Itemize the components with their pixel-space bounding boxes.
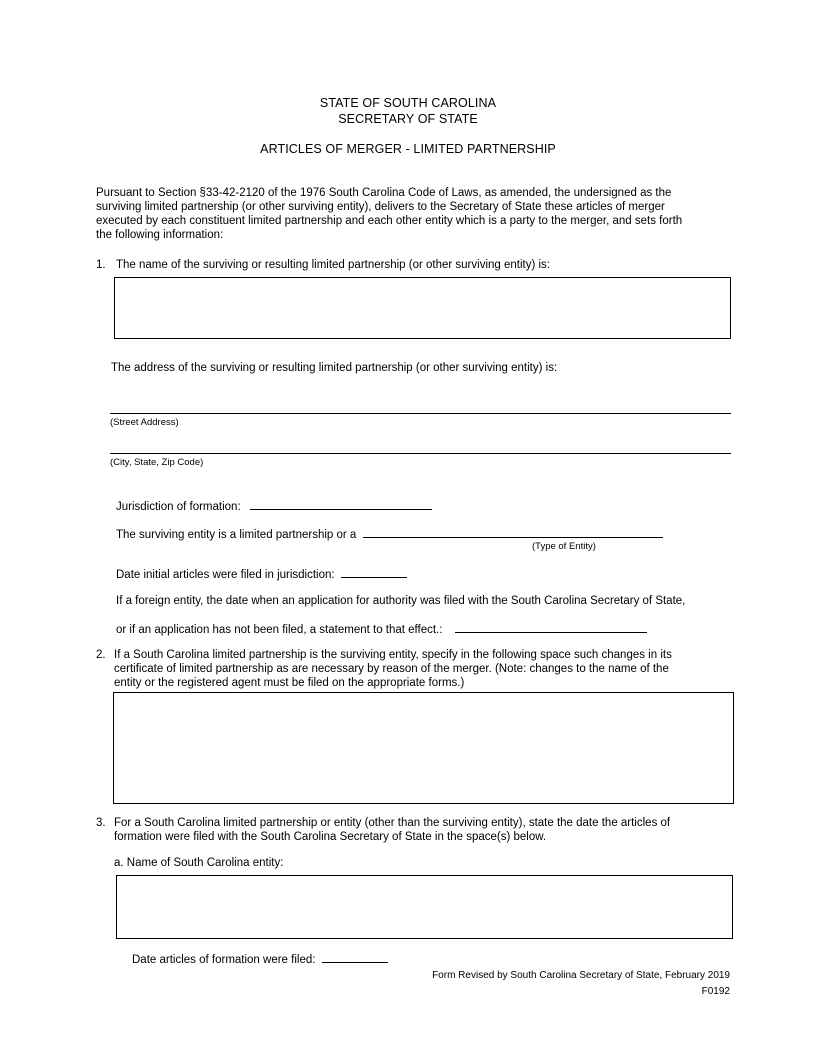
section2-line: entity or the registered agent must be filed on the appropriate forms.) <box>114 677 465 689</box>
section2-line: If a South Carolina limited partnership is the surviving entity, specify in the following space such changes in its <box>114 649 672 661</box>
section2-text <box>114 648 672 690</box>
city-state-zip-field[interactable] <box>110 453 731 454</box>
street-address-label: (Street Address) <box>110 417 179 428</box>
jurisdiction-row <box>116 499 432 514</box>
intro-paragraph <box>96 186 682 242</box>
sc-entity-name-label: a. Name of South Carolina entity: <box>114 857 284 869</box>
city-state-zip-label: (City, State, Zip Code) <box>110 457 204 468</box>
entity-type-label: The surviving entity is a limited partnership or a <box>116 529 357 541</box>
merger-changes-field[interactable] <box>113 692 734 804</box>
state-heading: STATE OF SOUTH CAROLINA <box>319 96 497 110</box>
surviving-name-field[interactable] <box>114 277 731 339</box>
statement-field[interactable] <box>455 622 647 633</box>
section3-text <box>114 816 670 844</box>
formation-date-row <box>132 952 388 967</box>
entity-type-caption: (Type of Entity) <box>532 541 596 552</box>
date-filed-field[interactable] <box>341 567 407 578</box>
statement-label: or if an application has not been filed, a statement to that effect.: <box>116 624 443 636</box>
form-revised-note: Form Revised by South Carolina Secretary of State, February 2019 <box>432 970 730 981</box>
form-number: F0192 <box>701 986 730 997</box>
section2-line: certificate of limited partnership as are necessary by reason of the merger. (Note: changes to the name of the <box>114 663 669 675</box>
intro-line: Pursuant to Section §33-42-2120 of the 1976 South Carolina Code of Laws, as amended, the undersigned as the <box>96 187 672 199</box>
formation-date-label: Date articles of formation were filed: <box>132 954 316 966</box>
sc-entity-name-field[interactable] <box>116 875 733 939</box>
office-heading: SECRETARY OF STATE <box>338 112 478 126</box>
section3-line: formation were filed with the South Carolina Secretary of State in the space(s) below. <box>114 831 547 843</box>
date-filed-label: Date initial articles were filed in jurisdiction: <box>116 569 335 581</box>
form-title: ARTICLES OF MERGER - LIMITED PARTNERSHIP <box>260 142 556 156</box>
jurisdiction-field[interactable] <box>250 499 432 510</box>
formation-date-field[interactable] <box>322 952 388 963</box>
address-prompt: The address of the surviving or resulting limited partnership (or other surviving entity) is: <box>111 362 558 374</box>
intro-line: surviving limited partnership (or other surviving entity), delivers to the Secretary of State these articles of merger <box>96 201 665 213</box>
entity-type-field[interactable] <box>363 527 663 538</box>
section3-line: For a South Carolina limited partnership or entity (other than the surviving entity), state the date the articles of <box>114 817 671 829</box>
date-filed-row <box>116 567 407 582</box>
entity-type-row <box>116 527 663 542</box>
section3-number: 3. <box>96 817 106 829</box>
street-address-field[interactable] <box>110 413 731 414</box>
section2-number: 2. <box>96 649 106 661</box>
jurisdiction-label: Jurisdiction of formation: <box>116 501 241 513</box>
foreign-entity-line: If a foreign entity, the date when an application for authority was filed with the South Carolina Secretary of State, <box>116 595 686 607</box>
statement-row <box>116 622 647 637</box>
section1-prompt: The name of the surviving or resulting limited partnership (or other surviving entity) is: <box>116 259 550 271</box>
intro-line: the following information: <box>96 229 224 241</box>
intro-line: executed by each constituent limited partnership and each other entity which is a party to the merger, and sets forth <box>96 215 683 227</box>
section1-number: 1. <box>96 259 106 271</box>
